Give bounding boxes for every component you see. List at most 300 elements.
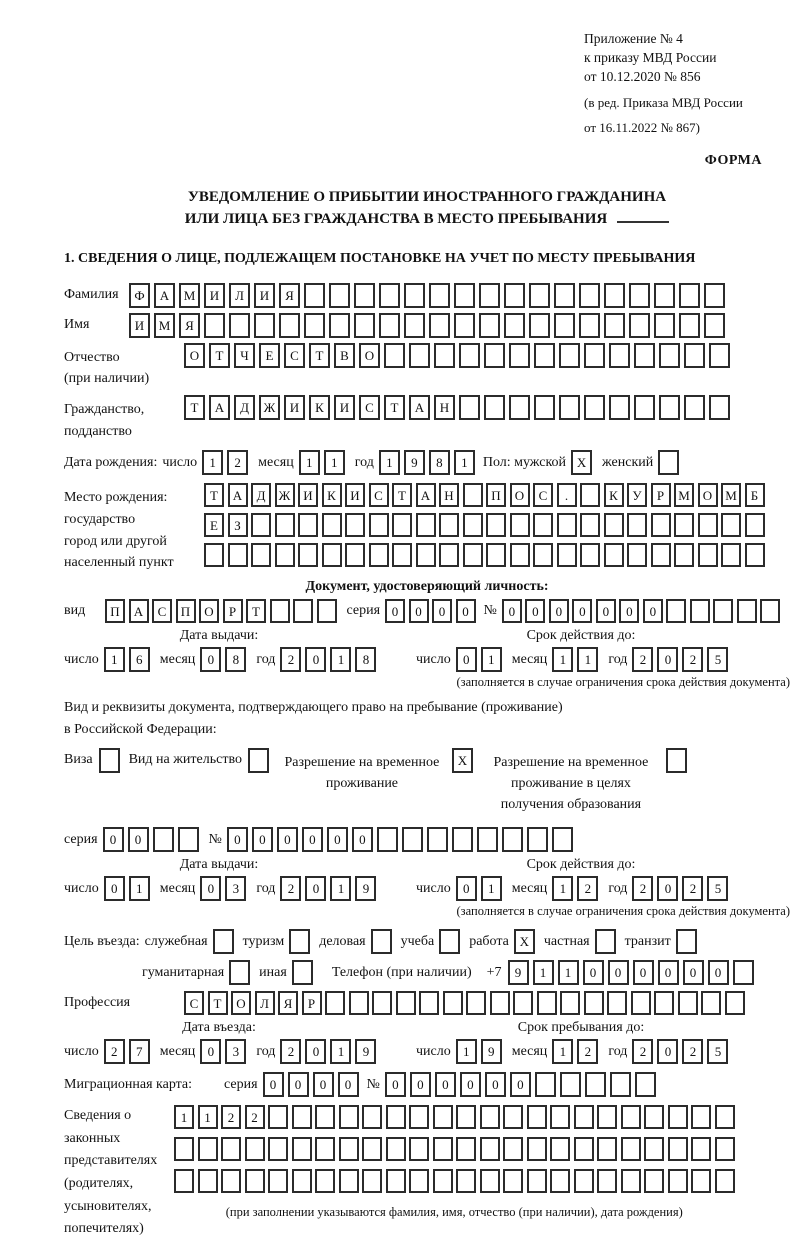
char-box[interactable] (733, 960, 754, 985)
char-box[interactable] (629, 313, 650, 338)
char-box[interactable] (315, 1137, 335, 1161)
char-box[interactable] (251, 543, 271, 567)
char-box[interactable]: М (154, 313, 175, 338)
char-box[interactable] (174, 1169, 194, 1193)
char-box[interactable]: 1 (174, 1105, 194, 1129)
char-box[interactable] (292, 1169, 312, 1193)
char-box[interactable]: П (486, 483, 506, 507)
char-box[interactable]: И (334, 395, 355, 420)
char-box[interactable] (550, 1105, 570, 1129)
char-box[interactable] (654, 991, 674, 1015)
date-digit-box[interactable]: 1 (481, 647, 502, 672)
char-box[interactable] (701, 991, 721, 1015)
char-box[interactable] (254, 313, 275, 338)
char-box[interactable]: П (105, 599, 125, 623)
date-digit-box[interactable]: 2 (682, 1039, 703, 1064)
char-box[interactable] (503, 1105, 523, 1129)
date-digit-box[interactable]: 5 (707, 647, 728, 672)
char-box[interactable]: 0 (385, 599, 405, 623)
char-box[interactable] (345, 543, 365, 567)
char-box[interactable] (678, 991, 698, 1015)
char-box[interactable]: К (604, 483, 624, 507)
char-box[interactable]: 0 (435, 1072, 456, 1097)
char-box[interactable]: 0 (313, 1072, 334, 1097)
char-box[interactable]: 1 (558, 960, 579, 985)
date-digit-box[interactable]: 9 (404, 450, 425, 475)
char-box[interactable]: Т (392, 483, 412, 507)
char-box[interactable] (634, 395, 655, 420)
char-box[interactable]: И (298, 483, 318, 507)
char-box[interactable] (580, 483, 600, 507)
char-box[interactable] (416, 513, 436, 537)
char-box[interactable] (409, 343, 430, 368)
char-box[interactable]: Т (309, 343, 330, 368)
char-box[interactable]: О (231, 991, 251, 1015)
char-box[interactable] (537, 991, 557, 1015)
char-box[interactable]: 0 (263, 1072, 284, 1097)
char-box[interactable]: Л (255, 991, 275, 1015)
char-box[interactable] (379, 313, 400, 338)
date-digit-box[interactable]: 2 (577, 1039, 598, 1064)
char-box[interactable] (459, 395, 480, 420)
date-digit-box[interactable]: 0 (657, 647, 678, 672)
date-digit-box[interactable]: 1 (299, 450, 320, 475)
char-box[interactable] (433, 1169, 453, 1193)
char-box[interactable] (402, 827, 423, 852)
char-box[interactable] (533, 543, 553, 567)
char-box[interactable]: Т (209, 343, 230, 368)
char-box[interactable] (509, 343, 530, 368)
date-digit-box[interactable]: 8 (355, 647, 376, 672)
char-box[interactable] (434, 343, 455, 368)
char-box[interactable] (484, 343, 505, 368)
char-box[interactable]: Р (302, 991, 322, 1015)
char-box[interactable]: Е (204, 513, 224, 537)
char-box[interactable] (480, 1105, 500, 1129)
char-box[interactable] (480, 1169, 500, 1193)
char-box[interactable] (503, 1169, 523, 1193)
date-digit-box[interactable]: 0 (200, 647, 221, 672)
char-box[interactable] (386, 1105, 406, 1129)
char-box[interactable] (325, 991, 345, 1015)
date-digit-box[interactable]: 5 (707, 1039, 728, 1064)
char-box[interactable] (480, 1137, 500, 1161)
char-box[interactable]: 0 (510, 1072, 531, 1097)
date-digit-box[interactable]: 1 (552, 1039, 573, 1064)
date-digit-box[interactable]: 1 (552, 876, 573, 901)
date-digit-box[interactable]: 2 (632, 1039, 653, 1064)
char-box[interactable] (384, 343, 405, 368)
char-box[interactable]: Е (259, 343, 280, 368)
char-box[interactable] (668, 1105, 688, 1129)
char-box[interactable] (369, 543, 389, 567)
date-digit-box[interactable]: 2 (280, 1039, 301, 1064)
char-box[interactable]: Ж (259, 395, 280, 420)
char-box[interactable] (379, 283, 400, 308)
char-box[interactable]: К (322, 483, 342, 507)
char-box[interactable] (198, 1137, 218, 1161)
char-box[interactable] (419, 991, 439, 1015)
char-box[interactable] (270, 599, 290, 623)
char-box[interactable] (621, 1105, 641, 1129)
char-box[interactable] (604, 283, 625, 308)
char-box[interactable] (329, 283, 350, 308)
char-box[interactable] (584, 343, 605, 368)
char-box[interactable] (392, 513, 412, 537)
char-box[interactable] (651, 513, 671, 537)
char-box[interactable]: 0 (708, 960, 729, 985)
char-box[interactable] (268, 1169, 288, 1193)
char-box[interactable] (721, 543, 741, 567)
char-box[interactable] (504, 283, 525, 308)
char-box[interactable] (721, 513, 741, 537)
date-digit-box[interactable]: 2 (682, 647, 703, 672)
char-box[interactable]: Н (434, 395, 455, 420)
char-box[interactable]: М (721, 483, 741, 507)
checkbox[interactable]: X (514, 929, 535, 954)
date-digit-box[interactable]: 7 (129, 1039, 150, 1064)
date-digit-box[interactable]: 9 (481, 1039, 502, 1064)
char-box[interactable] (304, 283, 325, 308)
char-box[interactable] (584, 395, 605, 420)
char-box[interactable] (204, 313, 225, 338)
char-box[interactable] (484, 395, 505, 420)
char-box[interactable]: О (510, 483, 530, 507)
char-box[interactable] (322, 543, 342, 567)
char-box[interactable] (479, 283, 500, 308)
char-box[interactable] (198, 1169, 218, 1193)
char-box[interactable]: 0 (302, 827, 323, 852)
char-box[interactable] (607, 991, 627, 1015)
char-box[interactable] (666, 599, 686, 623)
char-box[interactable] (554, 313, 575, 338)
char-box[interactable] (560, 1072, 581, 1097)
char-box[interactable] (292, 1137, 312, 1161)
date-digit-box[interactable]: 0 (456, 647, 477, 672)
char-box[interactable] (635, 1072, 656, 1097)
char-box[interactable]: Я (279, 283, 300, 308)
checkbox[interactable] (213, 929, 234, 954)
char-box[interactable] (339, 1137, 359, 1161)
char-box[interactable]: Т (384, 395, 405, 420)
char-box[interactable]: С (284, 343, 305, 368)
char-box[interactable] (486, 513, 506, 537)
date-digit-box[interactable]: 9 (355, 1039, 376, 1064)
char-box[interactable] (456, 1105, 476, 1129)
char-box[interactable] (725, 991, 745, 1015)
char-box[interactable] (315, 1105, 335, 1129)
char-box[interactable] (372, 991, 392, 1015)
char-box[interactable] (153, 827, 174, 852)
date-digit-box[interactable]: 0 (456, 876, 477, 901)
char-box[interactable]: 0 (456, 599, 476, 623)
char-box[interactable] (510, 513, 530, 537)
char-box[interactable] (610, 1072, 631, 1097)
char-box[interactable] (550, 1169, 570, 1193)
char-box[interactable] (621, 1169, 641, 1193)
char-box[interactable]: С (533, 483, 553, 507)
char-box[interactable] (251, 513, 271, 537)
char-box[interactable]: 0 (502, 599, 522, 623)
date-digit-box[interactable]: 2 (280, 647, 301, 672)
char-box[interactable] (557, 513, 577, 537)
char-box[interactable]: 0 (227, 827, 248, 852)
char-box[interactable] (679, 313, 700, 338)
date-digit-box[interactable]: 0 (200, 876, 221, 901)
char-box[interactable]: Б (745, 483, 765, 507)
char-box[interactable] (580, 513, 600, 537)
char-box[interactable] (574, 1169, 594, 1193)
char-box[interactable]: 0 (288, 1072, 309, 1097)
char-box[interactable] (684, 343, 705, 368)
char-box[interactable]: Т (208, 991, 228, 1015)
char-box[interactable] (463, 483, 483, 507)
char-box[interactable] (654, 283, 675, 308)
char-box[interactable]: 0 (409, 599, 429, 623)
date-digit-box[interactable]: 2 (227, 450, 248, 475)
char-box[interactable] (574, 1105, 594, 1129)
char-box[interactable]: 0 (643, 599, 663, 623)
char-box[interactable]: Н (439, 483, 459, 507)
char-box[interactable] (404, 313, 425, 338)
char-box[interactable] (550, 1137, 570, 1161)
char-box[interactable] (456, 1169, 476, 1193)
char-box[interactable]: С (184, 991, 204, 1015)
checkbox[interactable] (658, 450, 679, 475)
char-box[interactable]: Т (246, 599, 266, 623)
char-box[interactable] (597, 1137, 617, 1161)
char-box[interactable] (386, 1137, 406, 1161)
char-box[interactable] (221, 1137, 241, 1161)
char-box[interactable]: 0 (549, 599, 569, 623)
char-box[interactable] (580, 543, 600, 567)
char-box[interactable] (409, 1105, 429, 1129)
char-box[interactable] (529, 313, 550, 338)
date-digit-box[interactable]: 8 (225, 647, 246, 672)
char-box[interactable] (704, 313, 725, 338)
char-box[interactable] (737, 599, 757, 623)
char-box[interactable]: С (369, 483, 389, 507)
char-box[interactable]: Я (278, 991, 298, 1015)
char-box[interactable] (433, 1137, 453, 1161)
char-box[interactable] (229, 313, 250, 338)
date-digit-box[interactable]: 2 (682, 876, 703, 901)
char-box[interactable]: Я (179, 313, 200, 338)
char-box[interactable]: А (209, 395, 230, 420)
char-box[interactable] (268, 1137, 288, 1161)
date-digit-box[interactable]: 1 (104, 647, 125, 672)
char-box[interactable]: Т (184, 395, 205, 420)
char-box[interactable] (535, 1072, 556, 1097)
char-box[interactable] (651, 543, 671, 567)
date-digit-box[interactable]: 0 (104, 876, 125, 901)
char-box[interactable] (527, 1105, 547, 1129)
char-box[interactable] (554, 283, 575, 308)
date-digit-box[interactable]: 0 (305, 876, 326, 901)
char-box[interactable] (513, 991, 533, 1015)
char-box[interactable]: 0 (277, 827, 298, 852)
char-box[interactable] (534, 343, 555, 368)
char-box[interactable] (362, 1105, 382, 1129)
char-box[interactable] (552, 827, 573, 852)
char-box[interactable] (527, 1137, 547, 1161)
char-box[interactable] (429, 313, 450, 338)
char-box[interactable] (659, 395, 680, 420)
char-box[interactable]: 0 (460, 1072, 481, 1097)
char-box[interactable] (362, 1137, 382, 1161)
char-box[interactable] (396, 991, 416, 1015)
char-box[interactable]: А (416, 483, 436, 507)
char-box[interactable]: А (409, 395, 430, 420)
char-box[interactable] (715, 1169, 735, 1193)
char-box[interactable] (322, 513, 342, 537)
checkbox[interactable] (229, 960, 250, 985)
char-box[interactable] (684, 395, 705, 420)
char-box[interactable]: 0 (327, 827, 348, 852)
char-box[interactable]: З (228, 513, 248, 537)
date-digit-box[interactable]: 1 (324, 450, 345, 475)
char-box[interactable] (644, 1137, 664, 1161)
char-box[interactable] (527, 1169, 547, 1193)
char-box[interactable]: 0 (385, 1072, 406, 1097)
char-box[interactable]: О (199, 599, 219, 623)
char-box[interactable] (404, 283, 425, 308)
char-box[interactable] (268, 1105, 288, 1129)
char-box[interactable] (574, 1137, 594, 1161)
checkbox[interactable] (371, 929, 392, 954)
char-box[interactable] (668, 1169, 688, 1193)
char-box[interactable]: Д (251, 483, 271, 507)
char-box[interactable] (527, 827, 548, 852)
char-box[interactable] (345, 513, 365, 537)
char-box[interactable]: 0 (252, 827, 273, 852)
char-box[interactable] (349, 991, 369, 1015)
checkbox[interactable]: X (452, 748, 473, 773)
char-box[interactable]: . (557, 483, 577, 507)
char-box[interactable]: Ж (275, 483, 295, 507)
char-box[interactable] (409, 1137, 429, 1161)
date-digit-box[interactable]: 2 (280, 876, 301, 901)
char-box[interactable] (713, 599, 733, 623)
char-box[interactable] (504, 313, 525, 338)
char-box[interactable] (709, 343, 730, 368)
date-digit-box[interactable]: 0 (305, 1039, 326, 1064)
char-box[interactable] (509, 395, 530, 420)
char-box[interactable] (466, 991, 486, 1015)
date-digit-box[interactable]: 2 (632, 876, 653, 901)
date-digit-box[interactable]: 1 (454, 450, 475, 475)
char-box[interactable] (604, 513, 624, 537)
char-box[interactable] (604, 543, 624, 567)
char-box[interactable]: 0 (619, 599, 639, 623)
char-box[interactable] (298, 543, 318, 567)
checkbox[interactable]: X (571, 450, 592, 475)
char-box[interactable] (579, 313, 600, 338)
char-box[interactable]: 1 (198, 1105, 218, 1129)
char-box[interactable] (631, 991, 651, 1015)
char-box[interactable] (459, 343, 480, 368)
char-box[interactable] (463, 513, 483, 537)
char-box[interactable] (560, 991, 580, 1015)
char-box[interactable]: 0 (583, 960, 604, 985)
date-digit-box[interactable]: 0 (200, 1039, 221, 1064)
char-box[interactable] (490, 991, 510, 1015)
char-box[interactable] (609, 395, 630, 420)
date-digit-box[interactable]: 0 (657, 876, 678, 901)
char-box[interactable] (275, 543, 295, 567)
char-box[interactable]: 0 (658, 960, 679, 985)
char-box[interactable] (585, 1072, 606, 1097)
char-box[interactable]: Ч (234, 343, 255, 368)
char-box[interactable] (534, 395, 555, 420)
char-box[interactable] (745, 513, 765, 537)
char-box[interactable] (454, 313, 475, 338)
char-box[interactable] (634, 343, 655, 368)
date-digit-box[interactable]: 1 (456, 1039, 477, 1064)
char-box[interactable] (369, 513, 389, 537)
char-box[interactable] (627, 543, 647, 567)
char-box[interactable] (228, 543, 248, 567)
char-box[interactable]: 9 (508, 960, 529, 985)
char-box[interactable]: С (152, 599, 172, 623)
char-box[interactable]: 0 (683, 960, 704, 985)
char-box[interactable] (690, 599, 710, 623)
char-box[interactable]: 2 (221, 1105, 241, 1129)
char-box[interactable] (178, 827, 199, 852)
char-box[interactable] (604, 313, 625, 338)
char-box[interactable]: Р (651, 483, 671, 507)
char-box[interactable] (597, 1169, 617, 1193)
char-box[interactable] (674, 543, 694, 567)
char-box[interactable] (557, 543, 577, 567)
char-box[interactable]: 0 (633, 960, 654, 985)
char-box[interactable] (691, 1137, 711, 1161)
char-box[interactable]: А (228, 483, 248, 507)
checkbox[interactable] (289, 929, 310, 954)
char-box[interactable] (245, 1169, 265, 1193)
char-box[interactable] (629, 283, 650, 308)
char-box[interactable]: К (309, 395, 330, 420)
date-digit-box[interactable]: 8 (429, 450, 450, 475)
char-box[interactable] (644, 1169, 664, 1193)
char-box[interactable] (644, 1105, 664, 1129)
checkbox[interactable] (595, 929, 616, 954)
char-box[interactable] (502, 827, 523, 852)
char-box[interactable]: О (359, 343, 380, 368)
char-box[interactable] (503, 1137, 523, 1161)
char-box[interactable] (559, 395, 580, 420)
date-digit-box[interactable]: 1 (330, 1039, 351, 1064)
char-box[interactable] (698, 513, 718, 537)
char-box[interactable] (745, 543, 765, 567)
date-digit-box[interactable]: 5 (707, 876, 728, 901)
char-box[interactable]: 0 (432, 599, 452, 623)
char-box[interactable] (439, 513, 459, 537)
checkbox[interactable] (99, 748, 120, 773)
char-box[interactable] (654, 313, 675, 338)
char-box[interactable] (409, 1169, 429, 1193)
char-box[interactable]: 0 (103, 827, 124, 852)
char-box[interactable]: 0 (525, 599, 545, 623)
char-box[interactable]: 0 (410, 1072, 431, 1097)
char-box[interactable] (510, 543, 530, 567)
char-box[interactable] (298, 513, 318, 537)
char-box[interactable]: П (176, 599, 196, 623)
char-box[interactable] (292, 1105, 312, 1129)
char-box[interactable] (315, 1169, 335, 1193)
char-box[interactable] (579, 283, 600, 308)
date-digit-box[interactable]: 1 (129, 876, 150, 901)
